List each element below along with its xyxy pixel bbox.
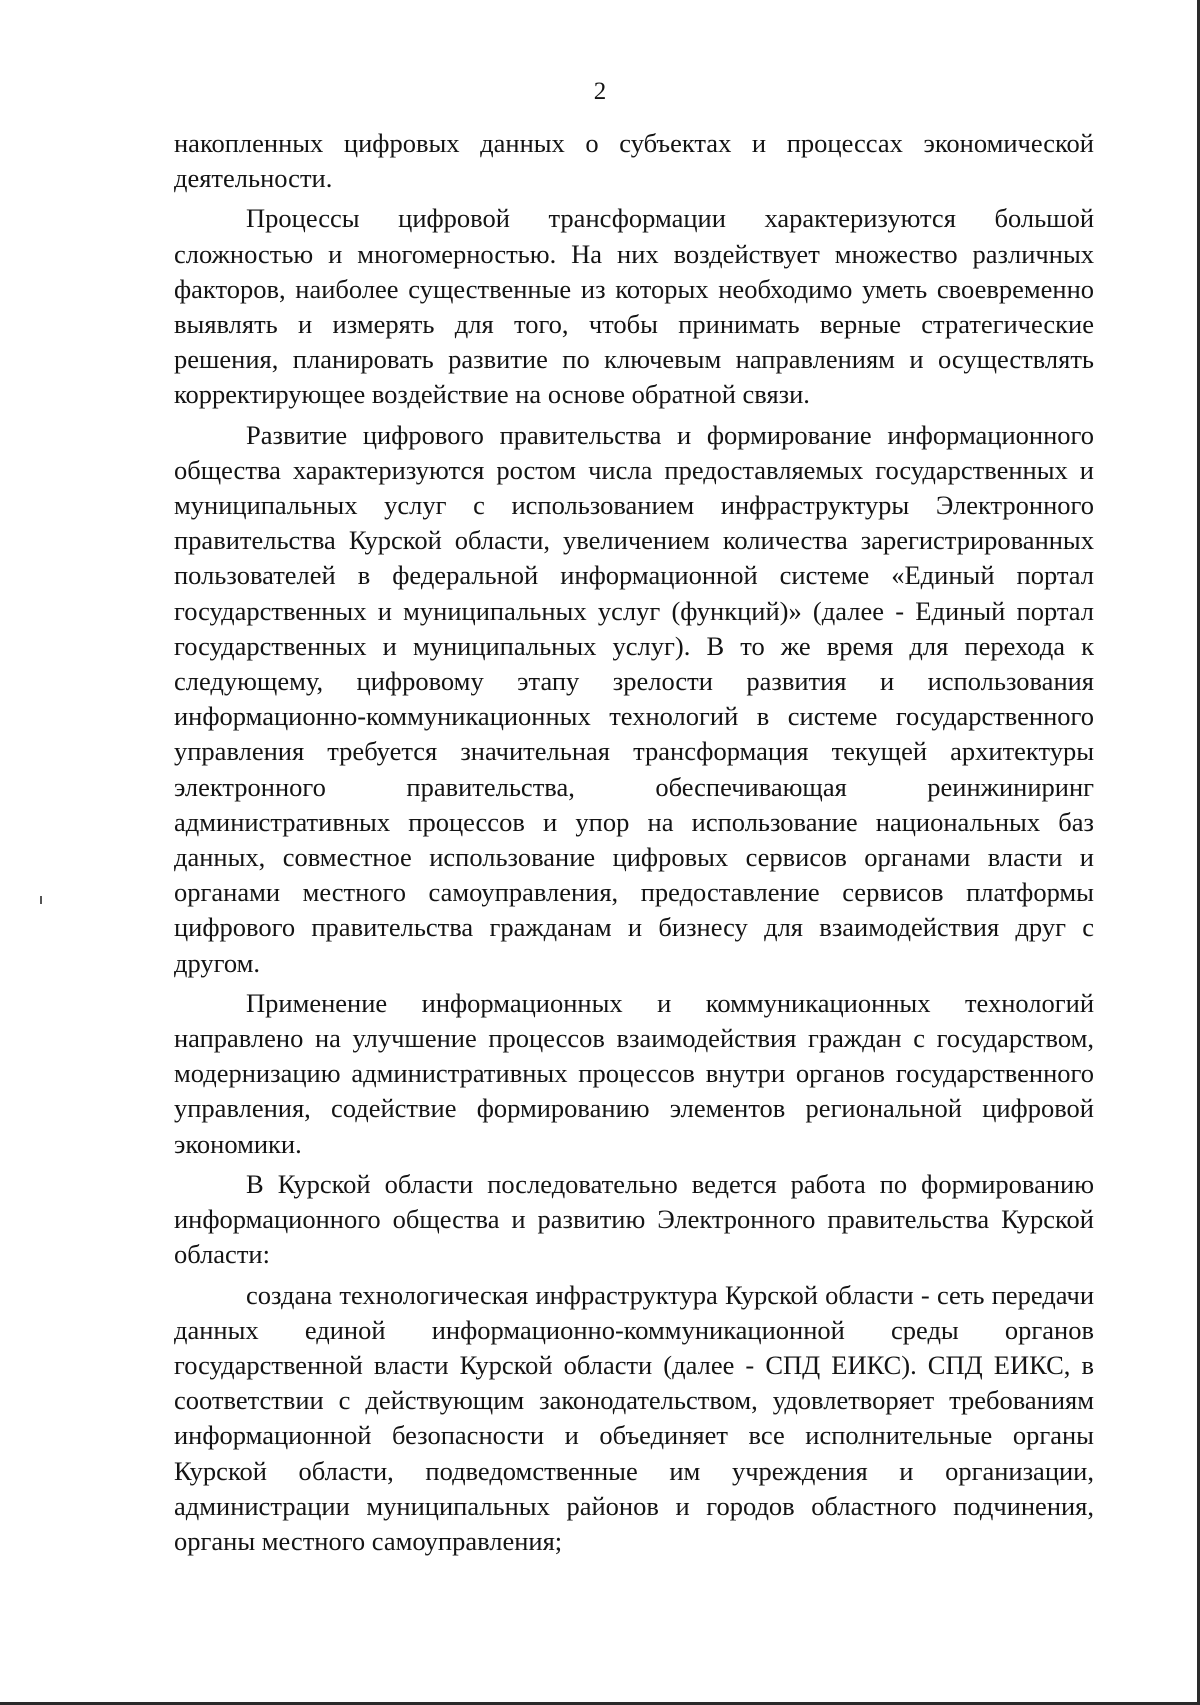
paragraph-infrastructure: создана технологическая инфраструктура Курской области - сеть передачи данных единой информационно-коммуникационной среды органов государственной власти Курской области (далее - СПД ЕИКС). СПД ЕИКС, в соответствии с действующим законодательством, удовлетворяет требованиям информационной безопасности и объединяет все исполнительные органы Курской области, подведомственные им учреждения и организации, администрации муниципальных районов и городов областного подчинения, органы местного самоуправления;: [174, 1279, 1094, 1556]
page-number: 2: [593, 78, 607, 105]
paragraph-ict-application: Применение информационных и коммуникационных технологий направлено на улучшение процессов взаимодействия граждан с государством, модернизацию административных процессов внутри органов государственного управления, содействие формированию элементов региональной цифровой экономики.: [174, 987, 1094, 1159]
paragraph-continuation: накопленных цифровых данных о субъектах и процессах экономической деятельности.: [174, 128, 1094, 194]
paragraph-digital-government: Развитие цифрового правительства и формирование информационного общества характеризуются ростом числа предоставляемых государственных и муниципальных услуг с использованием инфраструктуры Электронного правительства Курской области, увеличением количества зарегистрированных пользователей в федеральной информационной системе «Единый портал государственных и муниципальных услуг (функций)» (далее - Единый портал государственных и муниципальных услуг). В то же время для перехода к следующему, цифровому этапу зрелости развития и использования информационно-коммуникационных технологий в системе государственного управления требуется значительная трансформация текущей архитектуры электронного правительства, обеспечивающая реинжиниринг административных процессов и упор на использование национальных баз данных, совместное использование цифровых сервисов органами власти и органами местного самоуправления, предоставление сервисов платформы цифрового правительства гражданам и бизнесу для взаимодействия друг с другом.: [174, 419, 1094, 978]
paragraph-digital-transformation: Процессы цифровой трансформации характеризуются большой сложностью и многомерностью. На них воздействует множество различных факторов, наиболее существенные из которых необходимо уметь своевременно выявлять и измерять для того, чтобы принимать верные стратегические решения, планировать развитие по ключевым направлениям и осуществлять корректирующее воздействие на основе обратной связи.: [174, 203, 1094, 410]
paragraph-kursk-work: В Курской области последовательно ведется работа по формированию информационного общества и развитию Электронного правительства Курской области:: [174, 1168, 1094, 1270]
document-body: [174, 126, 1094, 1564]
scan-speck: [40, 896, 42, 904]
